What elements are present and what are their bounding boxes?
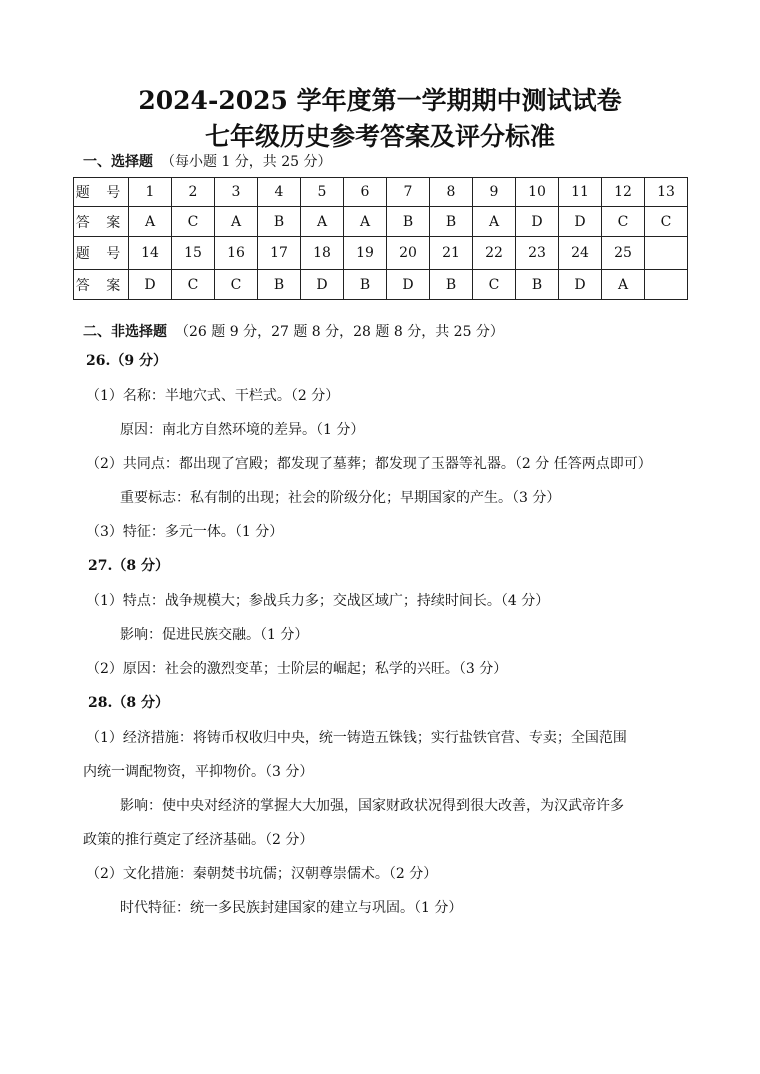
table-cell: 3 [215,178,258,207]
section2-header [83,323,504,341]
document-subtitle: 七年级历史参考答案及评分标准 [204,122,555,151]
table-cell: 12 [602,178,645,207]
table-cell: B [430,207,473,237]
table-cell: C [602,207,645,237]
table-cell: 16 [215,237,258,270]
table-cell: 15 [172,237,215,270]
table-cell: 11 [559,178,602,207]
row-label-question: 题 号 [74,237,129,270]
answer-row-b [74,270,688,300]
table-cell: 24 [559,237,602,270]
q28-heading: 28.（8 分） [88,695,169,711]
question-row-b [74,237,688,270]
q26-line-4: 重要标志：私有制的出现；社会的阶级分化；早期国家的产生。（3 分） [120,490,561,506]
table-cell: D [301,270,344,300]
table-cell: 20 [387,237,430,270]
table-cell: 6 [344,178,387,207]
question-row-a [74,178,688,207]
table-cell: 10 [516,178,559,207]
q28-line-5: （2）文化措施：秦朝焚书坑儒；汉朝尊崇儒术。（2 分） [86,866,438,882]
table-cell: 21 [430,237,473,270]
table-cell: B [344,270,387,300]
table-cell: B [430,270,473,300]
table-cell: D [559,270,602,300]
answer-table [73,177,688,300]
table-cell: 2 [172,178,215,207]
table-cell: 9 [473,178,516,207]
row-label-answer: 答 案 [74,207,129,237]
table-cell: C [172,270,215,300]
table-cell: A [344,207,387,237]
q28-line-6: 时代特征：统一多民族封建国家的建立与巩固。（1 分） [120,900,463,916]
table-cell: 18 [301,237,344,270]
section2-heading: 二、非选择题 [83,324,167,340]
table-cell: 1 [129,178,172,207]
q27-line-2: 影响：促进民族交融。（1 分） [120,627,309,643]
section1-header [83,153,332,171]
table-cell: A [602,270,645,300]
table-cell: C [645,207,688,237]
table-cell: 13 [645,178,688,207]
table-cell: 17 [258,237,301,270]
q27-line-1: （1）特点：战争规模大；参战兵力多；交战区域广；持续时间长。（4 分） [86,593,550,609]
q26-line-3: （2）共同点：都出现了宫殿；都发现了墓葬；都发现了玉器等礼器。（2 分 任答两点即可） [86,456,652,472]
table-cell: 7 [387,178,430,207]
table-cell: A [129,207,172,237]
q28-line-2: 内统一调配物资，平抑物价。（3 分） [83,764,314,780]
section2-note: （26 题 9 分，27 题 8 分，28 题 8 分，共 25 分） [175,324,504,340]
table-cell: C [215,270,258,300]
row-label-question: 题 号 [74,178,129,207]
table-cell: D [129,270,172,300]
table-cell: 23 [516,237,559,270]
q28-line-3: 影响：使中央对经济的掌握大大加强，国家财政状况得到很大改善，为汉武帝许多 [120,798,624,814]
table-cell: D [516,207,559,237]
table-cell: C [473,270,516,300]
table-cell: A [215,207,258,237]
q27-line-3: （2）原因：社会的激烈变革；士阶层的崛起；私学的兴旺。（3 分） [86,661,508,677]
row-label-answer: 答 案 [74,270,129,300]
q26-line-2: 原因：南北方自然环境的差异。（1 分） [120,422,365,438]
table-cell: 25 [602,237,645,270]
table-cell: B [387,207,430,237]
section1-note: （每小题 1 分，共 25 分） [161,154,332,170]
q28-line-4: 政策的推行奠定了经济基础。（2 分） [83,832,314,848]
table-cell: B [258,207,301,237]
table-cell [645,270,688,300]
table-cell: 5 [301,178,344,207]
table-cell: C [172,207,215,237]
q28-line-1: （1）经济措施：将铸币权收归中央，统一铸造五铢钱；实行盐铁官营、专卖；全国范围 [86,730,627,746]
table-cell: B [258,270,301,300]
section1-heading: 一、选择题 [83,154,153,170]
table-cell: 14 [129,237,172,270]
table-cell: D [387,270,430,300]
table-cell: 19 [344,237,387,270]
q26-heading: 26.（9 分） [86,353,167,369]
answer-row-a [74,207,688,237]
table-cell: 22 [473,237,516,270]
table-cell: B [516,270,559,300]
q27-heading: 27.（8 分） [88,558,169,574]
table-cell: A [301,207,344,237]
q26-line-1: （1）名称：半地穴式、干栏式。（2 分） [86,388,340,404]
q26-line-5: （3）特征：多元一体。（1 分） [86,524,284,540]
document-title: 2024-2025 学年度第一学期期中测试试卷 [138,86,622,115]
table-cell: D [559,207,602,237]
table-cell: 4 [258,178,301,207]
table-cell [645,237,688,270]
table-cell: A [473,207,516,237]
table-cell: 8 [430,178,473,207]
